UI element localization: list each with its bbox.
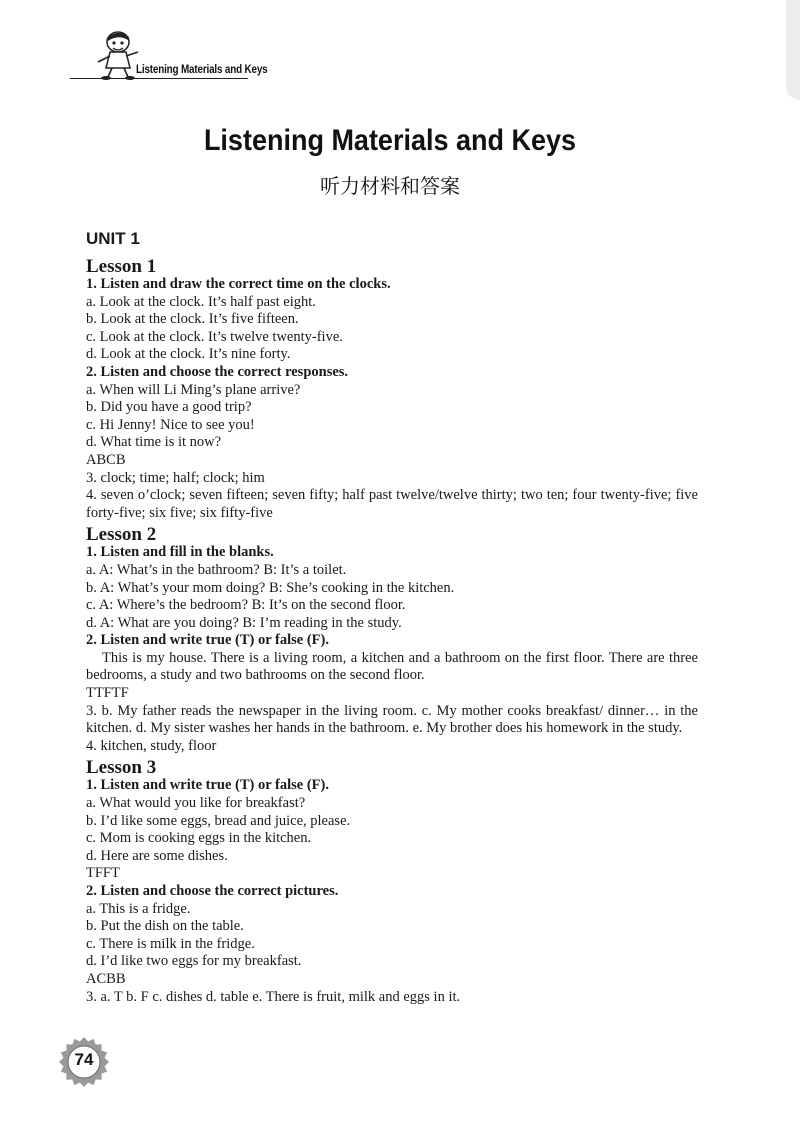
text-line: a. When will Li Ming’s plane arrive? <box>86 381 301 398</box>
question-heading: 1. Listen and write true (T) or false (F). <box>86 777 329 794</box>
text-line: 3. a. T b. F c. dishes d. table e. There is fruit, milk and eggs in it. <box>86 988 461 1005</box>
question-heading: 2. Listen and write true (T) or false (F). <box>86 632 329 649</box>
text-line: b. Look at the clock. It’s five fifteen. <box>86 311 299 328</box>
text-line: c. Mom is cooking eggs in the kitchen. <box>86 830 312 847</box>
text-line: d. A: What are you doing? B: I’m reading in the study. <box>86 614 402 631</box>
text-line: c. A: Where’s the bedroom? B: It’s on the second floor. <box>86 597 406 614</box>
header-rule <box>70 78 248 79</box>
text-line: ACBB <box>86 970 126 987</box>
text-line: b. Did you have a good trip? <box>86 399 252 416</box>
lesson-heading: Lesson 3 <box>86 757 157 779</box>
running-header <box>70 28 268 80</box>
text-line: TFFT <box>86 865 120 882</box>
lesson-heading: Lesson 1 <box>86 256 157 277</box>
text-line: c. Hi Jenny! Nice to see you! <box>86 416 255 433</box>
question-heading: 1. Listen and fill in the blanks. <box>86 544 274 561</box>
page-title: Listening Materials and Keys <box>203 124 577 157</box>
text-line: d. I’d like two eggs for my breakfast. <box>86 953 302 970</box>
text-line: ABCB <box>86 451 126 468</box>
question-heading: 2. Listen and choose the correct responses. <box>86 363 349 380</box>
text-line: 3. clock; time; half; clock; him <box>86 469 265 486</box>
page-edge-tab <box>786 0 800 100</box>
text-line: c. Look at the clock. It’s twelve twenty-five. <box>86 328 343 345</box>
text-line: a. Look at the clock. It’s half past eight. <box>86 293 316 310</box>
text-line: b. Put the dish on the table. <box>86 918 244 935</box>
text-line: a. What would you like for breakfast? <box>86 795 306 812</box>
running-header-text: Listening Materials and Keys <box>136 64 268 76</box>
text-line: d. Look at the clock. It’s nine forty. <box>86 346 291 363</box>
lesson-heading: Lesson 2 <box>86 524 157 546</box>
text-line: a. A: What’s in the bathroom? B: It’s a toilet. <box>86 561 347 578</box>
text-line: 3. b. My father reads the newspaper in the living room. c. My mother cooks breakfast/ dinner… in the kitchen. d. My sister washes her hands in the bathroom. e. My brother does his homework in the study. <box>86 702 698 737</box>
unit-heading: UNIT 1 <box>86 229 140 248</box>
text-line: a. This is a fridge. <box>86 900 191 917</box>
text-line: 4. kitchen, study, floor <box>86 737 217 754</box>
text-line: This is my house. There is a living room, a kitchen and a bathroom on the first floor. There are three bedrooms, a study and two bathrooms on the second floor. <box>86 649 698 684</box>
text-line: 4. seven o’clock; seven fifteen; seven fifty; half past twelve/twelve thirty; two ten; four twenty-five; five forty-five; six five; six fifty-five <box>86 487 698 521</box>
content <box>86 228 698 1006</box>
text-line: b. I’d like some eggs, bread and juice, please. <box>86 812 351 829</box>
question-heading: 2. Listen and choose the correct pictures. <box>86 883 339 899</box>
page-number: 74 <box>74 1050 94 1069</box>
question-heading: 1. Listen and draw the correct time on the clocks. <box>86 276 391 292</box>
text-line: d. What time is it now? <box>86 434 222 451</box>
text-line: d. Here are some dishes. <box>86 847 228 864</box>
text-line: b. A: What’s your mom doing? B: She’s cooking in the kitchen. <box>86 579 455 596</box>
page-subtitle: 听力材料和答案 <box>320 174 460 198</box>
text-line: c. There is milk in the fridge. <box>86 935 255 952</box>
lessons-container <box>86 257 698 1006</box>
text-line: TTFTF <box>86 685 129 702</box>
